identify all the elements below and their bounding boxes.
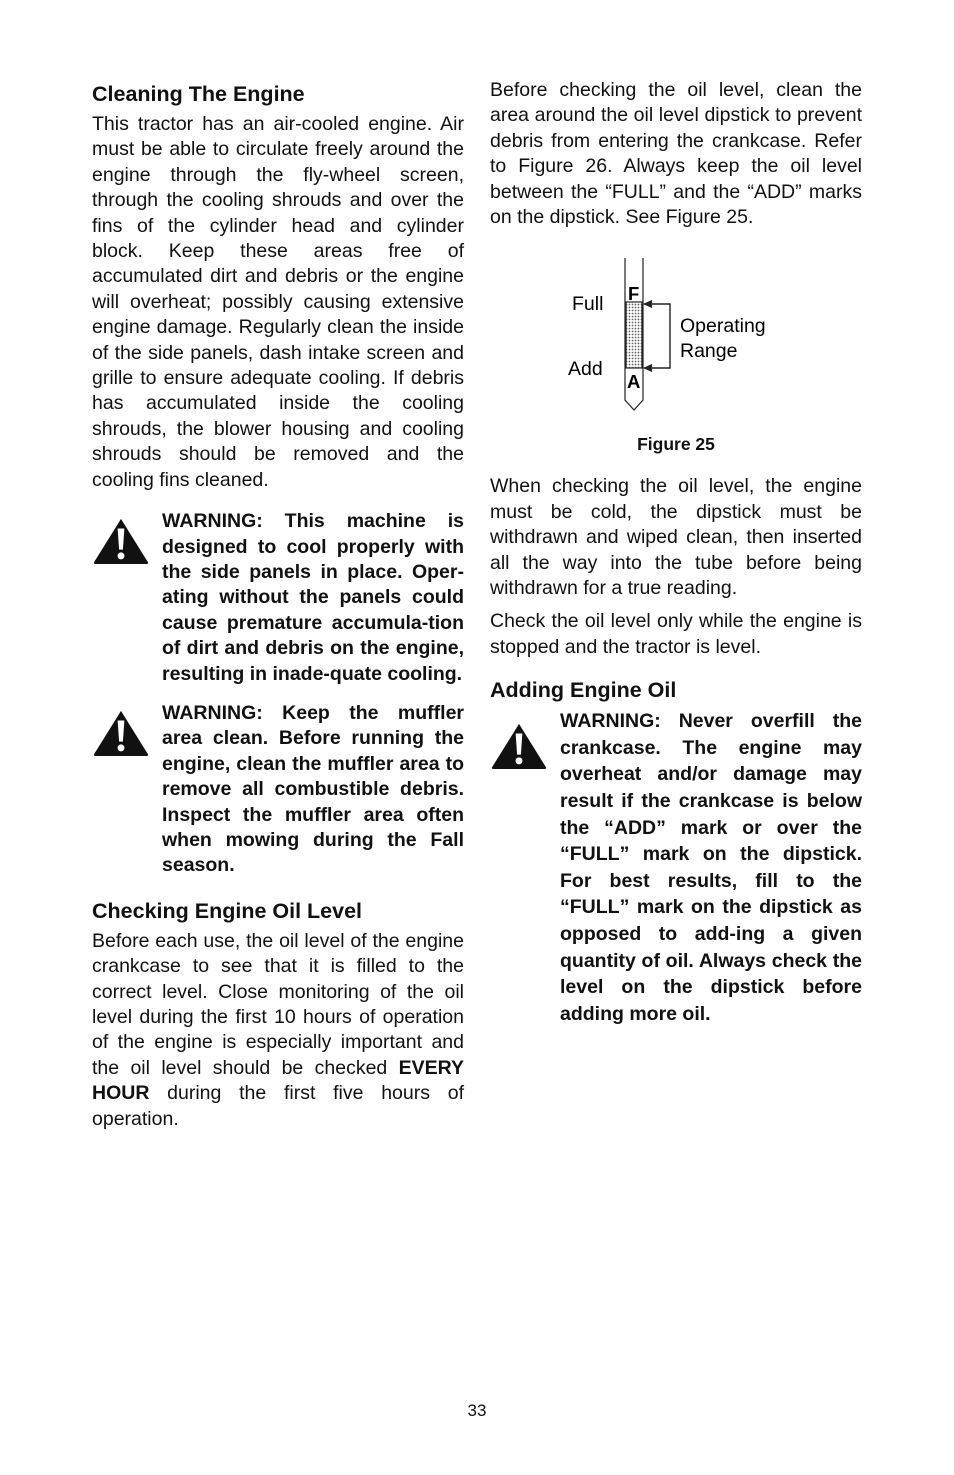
check-stopped-paragraph: Check the oil level only while the engine is stopped and the tractor is level. [490,610,862,658]
warning-triangle-icon [92,517,150,565]
cleaning-engine-paragraph: This tractor has an air-cooled engine. Air must be able to circulate freely around the engine through the fly-wheel screen, through the cooling shrouds and over the fins of the cylinder head and cylinder block. Keep these areas free of accumulated dirt and debris or the engine will overheat; possibly causing extensive engine damage. Regularly clean the inside of the side panels, dash intake screen and grille to ensure adequate cooling. If debris has accumulated inside the cooling shrouds, the blower housing and cooling shrouds should be removed and the cooling fins cleaned. [92,113,464,491]
warning-muffler [92,701,464,879]
every-hour-emphasis: EVERY HOUR [92,1056,464,1105]
label-add: Add [568,358,603,381]
warning-muffler-text: WARNING: Keep the muffler area clean. Before running the engine, clean the muffler area to remove all combustible debris. Inspect the muffler area often when mowing during the Fall season. [162,701,464,877]
left-column [92,78,464,1132]
warning-overfill-text: WARNING: Never overfill the crankcase. The engine may overheat and/or damage may result if the crankcase is below the “ADD” mark or over the “FULL” mark on the dipstick. For best results, fill to the “FULL” mark on the dipstick as opposed to add-ing a given quantity of oil. Always check the level on the dipstick before adding more oil. [560,710,862,1025]
oil-text-part2: during the first five hours of operation. [92,1082,464,1130]
right-column [490,78,862,1027]
warning-triangle-icon [92,709,150,757]
warning-overfill [490,708,862,1027]
checking-cold-paragraph: When checking the oil level, the engine must be cold, the dipstick must be withdrawn and wiped clean, then inserted all the way into the tube before being withdrawn for a true reading. [490,475,862,600]
page-number: 33 [467,1401,487,1420]
adding-oil-heading: Adding Engine Oil [490,678,677,703]
label-range: Range [680,340,738,363]
range-bracket [644,304,670,368]
mark-f: F [628,283,640,305]
checking-oil-paragraph [92,929,464,1132]
warning-side-panels-text: WARNING: This machine is designed to cool properly with the side panels in place. Oper-ating without the panels could cause premature accumula-tion of dirt and debris on the engine, resulting in inade-quate cooling. [162,510,464,685]
warning-triangle-icon [490,722,548,770]
dipstick-diagram [490,258,862,428]
operating-range-fill [626,302,642,368]
warning-side-panels [92,509,464,687]
checking-oil-heading: Checking Engine Oil Level [92,898,363,923]
figure-25 [490,258,862,458]
dipstick-intro-paragraph: Before checking the oil level, clean the area around the oil level dipstick to prevent debris from entering the crankcase. Refer to Figure 26. Always keep the oil level between the “FULL” and the “ADD” marks on the dipstick. See Figure 25. [490,79,862,229]
arrow-full [643,300,652,308]
figure-25-caption: Figure 25 [637,434,715,455]
arrow-add [643,364,652,372]
label-full: Full [572,293,604,316]
cleaning-engine-heading: Cleaning The Engine [92,82,305,106]
oil-text-part1: Before each use, the oil level of the engine crankcase to see that it is filled to the correct level. Close monitoring of the oil level during the first 10 hours of operation of the engine is especially important and the oil level should be checked [92,929,464,1079]
mark-a: A [627,371,641,393]
label-operating: Operating [680,315,766,338]
